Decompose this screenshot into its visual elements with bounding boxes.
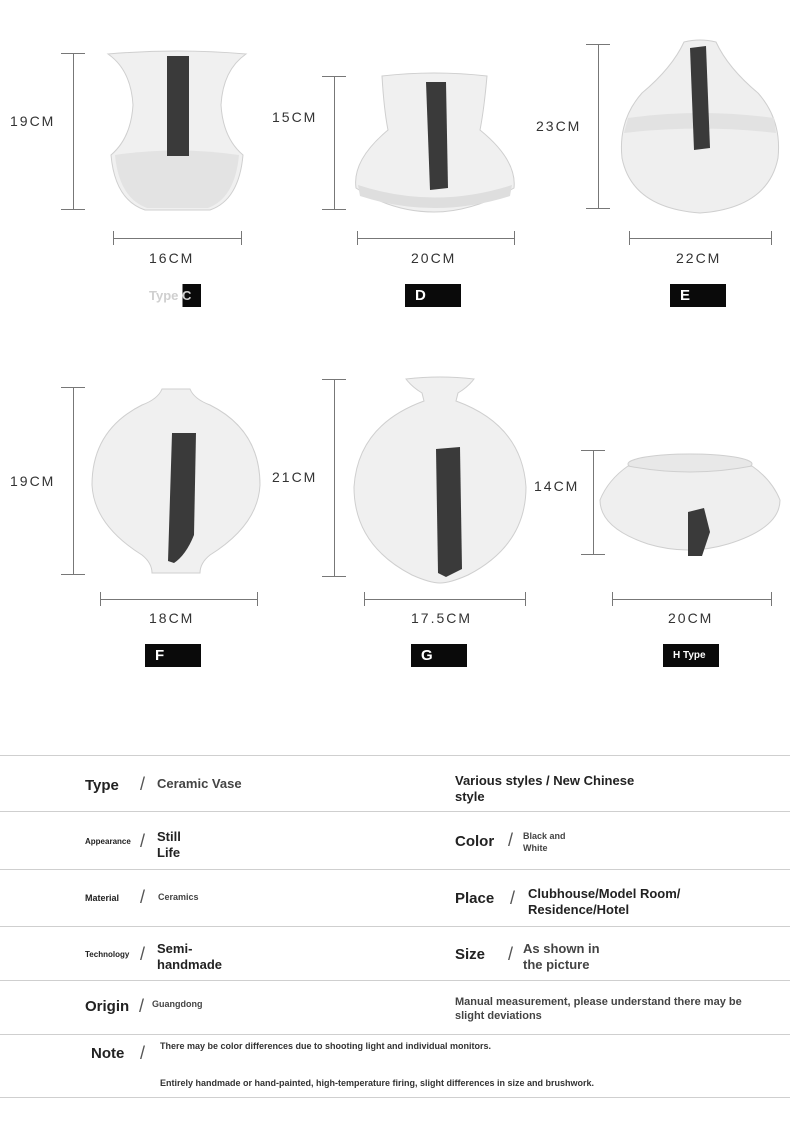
measurement-note: Manual measurement, please understand there may be slight deviations <box>455 996 742 1022</box>
divider <box>0 811 790 812</box>
height-tick <box>322 576 346 577</box>
height-tick <box>61 387 85 388</box>
vase-image-d <box>352 70 517 215</box>
spec-val-color: Black and White <box>523 831 566 853</box>
width-label: 18CM <box>149 610 195 626</box>
slash: / <box>510 888 516 908</box>
spec-val-type: Ceramic Vase <box>157 776 242 791</box>
width-tick <box>525 592 526 606</box>
spec-key-technology: Technology <box>85 950 130 959</box>
height-line <box>593 450 594 555</box>
divider <box>0 755 790 756</box>
spec-key-size: Size <box>455 946 486 963</box>
note-line-1: There may be color differences due to shooting light and individual monitors. <box>160 1041 492 1051</box>
vase-image-g <box>350 377 530 587</box>
width-line <box>100 599 258 600</box>
spec-key-origin: Origin <box>85 998 130 1015</box>
height-tick <box>322 379 346 380</box>
width-tick <box>771 231 772 245</box>
slash: / <box>140 887 146 907</box>
note-line-2: Entirely handmade or hand-painted, high-temperature firing, slight differences in size and brushwork. <box>160 1078 595 1088</box>
height-tick <box>581 450 605 451</box>
width-label: 22CM <box>676 250 722 266</box>
height-label: 19CM <box>10 473 56 489</box>
spec-key-color: Color <box>455 833 495 850</box>
type-label: D <box>405 284 461 307</box>
width-tick <box>514 231 515 245</box>
vase-image-c <box>105 50 250 215</box>
height-label: 21CM <box>272 469 318 485</box>
width-tick <box>357 231 358 245</box>
height-tick <box>61 53 85 54</box>
slash: / <box>139 996 145 1016</box>
slash: / <box>508 830 514 850</box>
divider <box>0 1097 790 1098</box>
slash: / <box>140 1043 146 1063</box>
type-label: G <box>411 644 467 667</box>
width-tick <box>771 592 772 606</box>
vase-image-e <box>618 38 783 218</box>
height-tick <box>322 76 346 77</box>
spec-key-material: Material <box>85 893 120 903</box>
height-tick <box>61 209 85 210</box>
slash: / <box>140 944 146 964</box>
vase-image-h <box>598 452 783 562</box>
height-label: 23CM <box>536 118 582 134</box>
height-line <box>334 379 335 577</box>
slash: / <box>508 944 514 964</box>
spec-val-material: Ceramics <box>158 892 199 902</box>
type-label: F <box>145 644 201 667</box>
width-line <box>357 238 515 239</box>
height-line <box>73 387 74 575</box>
height-label: 19CM <box>10 113 56 129</box>
height-tick <box>322 209 346 210</box>
width-tick <box>100 592 101 606</box>
slash: / <box>140 774 146 794</box>
type-label: Type C <box>139 284 201 307</box>
divider <box>0 869 790 870</box>
height-line <box>598 44 599 209</box>
width-tick <box>113 231 114 245</box>
type-label: H Type <box>663 644 719 667</box>
height-label: 14CM <box>534 478 580 494</box>
width-line <box>629 238 772 239</box>
divider <box>0 980 790 981</box>
width-tick <box>629 231 630 245</box>
divider <box>0 1034 790 1035</box>
spec-key-type: Type <box>85 777 119 794</box>
spec-val-size: As shown in the picture <box>523 941 600 972</box>
spec-key-appearance: Appearance <box>85 837 131 846</box>
slash: / <box>140 831 146 851</box>
type-label: E <box>670 284 726 307</box>
spec-style: Various styles / New Chinese style <box>455 773 635 804</box>
width-label: 16CM <box>149 250 195 266</box>
height-tick <box>61 574 85 575</box>
spec-val-place: Clubhouse/Model Room/ Residence/Hotel <box>528 886 681 917</box>
height-tick <box>586 44 610 45</box>
spec-key-note: Note <box>91 1045 125 1062</box>
height-line <box>73 53 74 210</box>
spec-key-place: Place <box>455 890 495 907</box>
width-line <box>612 599 772 600</box>
spec-val-appearance: Still Life <box>157 829 181 860</box>
width-tick <box>612 592 613 606</box>
width-label: 17.5CM <box>411 610 473 626</box>
height-label: 15CM <box>272 109 318 125</box>
spec-val-origin: Guangdong <box>152 999 203 1009</box>
height-tick <box>586 208 610 209</box>
vase-image-f <box>90 385 262 577</box>
width-line <box>364 599 526 600</box>
width-line <box>113 238 242 239</box>
width-label: 20CM <box>668 610 714 626</box>
width-tick <box>257 592 258 606</box>
spec-val-technology: Semi-handmade <box>157 941 223 972</box>
width-tick <box>241 231 242 245</box>
width-label: 20CM <box>411 250 457 266</box>
height-line <box>334 76 335 210</box>
width-tick <box>364 592 365 606</box>
divider <box>0 926 790 927</box>
